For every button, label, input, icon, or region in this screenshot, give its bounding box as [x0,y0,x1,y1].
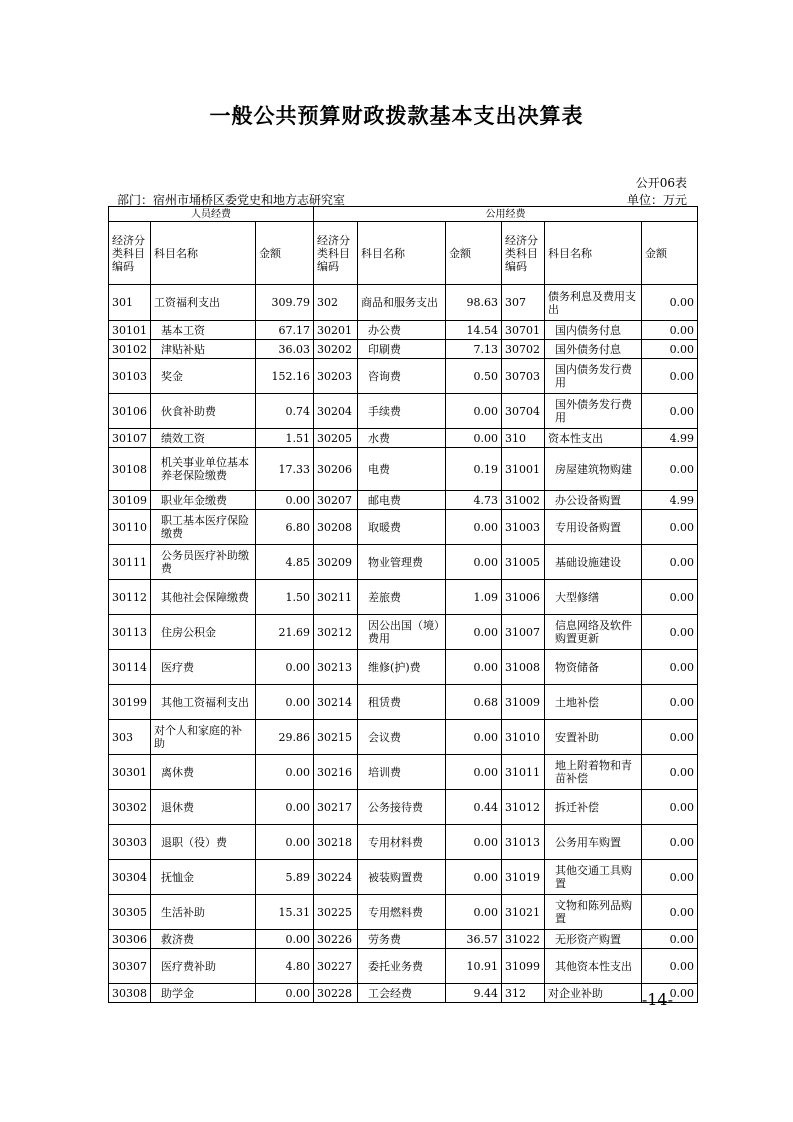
code-cell: 30111 [109,545,151,580]
amount-cell: 15.31 [256,895,314,930]
amount-cell: 0.00 [642,949,698,984]
amount-cell: 1.50 [256,580,314,615]
amount-cell: 0.00 [256,650,314,685]
code-cell: 30204 [314,394,358,429]
amount-cell: 0.00 [446,510,502,545]
amount-cell: 0.00 [256,755,314,790]
name-cell: 水费 [358,429,446,448]
code-cell: 31008 [502,650,545,685]
name-cell: 文物和陈列品购置 [545,895,642,930]
column-header-code: 经济分类科目编码 [502,222,545,285]
name-cell: 助学金 [151,984,256,1003]
amount-cell: 4.99 [642,429,698,448]
name-cell: 机关事业单位基本养老保险缴费 [151,448,256,491]
name-cell: 拆迁补偿 [545,790,642,825]
code-cell: 30211 [314,580,358,615]
table-row [109,790,698,825]
name-cell: 邮电费 [358,491,446,510]
code-cell: 30704 [502,394,545,429]
name-cell: 公务接待费 [358,790,446,825]
amount-cell: 0.00 [642,860,698,895]
amount-cell: 0.00 [642,984,698,1003]
amount-cell: 1.09 [446,580,502,615]
amount-cell: 6.80 [256,510,314,545]
code-cell: 303 [109,720,151,755]
table-row [109,321,698,340]
amount-cell: 0.00 [642,510,698,545]
amount-cell: 0.00 [446,825,502,860]
code-cell: 30109 [109,491,151,510]
name-cell: 债务利息及费用支出 [545,285,642,321]
code-cell: 30113 [109,615,151,650]
code-cell: 30213 [314,650,358,685]
code-cell: 30224 [314,860,358,895]
table-row [109,359,698,394]
name-cell: 对个人和家庭的补助 [151,720,256,755]
code-cell: 31005 [502,545,545,580]
name-cell: 商品和服务支出 [358,285,446,321]
amount-cell: 7.13 [446,340,502,359]
code-cell: 31099 [502,949,545,984]
code-cell: 30102 [109,340,151,359]
amount-cell: 0.19 [446,448,502,491]
amount-cell: 0.00 [446,650,502,685]
amount-cell: 4.73 [446,491,502,510]
name-cell: 其他工资福利支出 [151,685,256,720]
name-cell: 资本性支出 [545,429,642,448]
amount-cell: 0.00 [446,755,502,790]
code-cell: 301 [109,285,151,321]
code-cell: 30114 [109,650,151,685]
name-cell: 医疗费 [151,650,256,685]
table-row [109,615,698,650]
code-cell: 31019 [502,860,545,895]
name-cell: 租赁费 [358,685,446,720]
code-cell: 30108 [109,448,151,491]
amount-cell: 17.33 [256,448,314,491]
name-cell: 其他交通工具购置 [545,860,642,895]
amount-cell: 309.79 [256,285,314,321]
amount-cell: 0.00 [642,825,698,860]
name-cell: 基本工资 [151,321,256,340]
amount-cell: 0.00 [446,860,502,895]
amount-cell: 0.00 [446,545,502,580]
name-cell: 退职（役）费 [151,825,256,860]
amount-cell: 0.00 [642,930,698,949]
name-cell: 被装购置费 [358,860,446,895]
group-header-personnel: 人员经费 [109,207,314,222]
name-cell: 办公设备购置 [545,491,642,510]
amount-cell: 0.00 [446,895,502,930]
name-cell: 伙食补助费 [151,394,256,429]
group-header-public: 公用经费 [314,207,698,222]
amount-cell: 0.00 [642,895,698,930]
table-row [109,545,698,580]
amount-cell: 0.00 [642,580,698,615]
name-cell: 住房公积金 [151,615,256,650]
name-cell: 会议费 [358,720,446,755]
code-cell: 30302 [109,790,151,825]
table-row [109,949,698,984]
name-cell: 工资福利支出 [151,285,256,321]
code-cell: 30215 [314,720,358,755]
table-row [109,984,698,1003]
table-row [109,895,698,930]
name-cell: 信息网络及软件购置更新 [545,615,642,650]
code-cell: 30205 [314,429,358,448]
amount-cell: 0.00 [642,448,698,491]
code-cell: 30228 [314,984,358,1003]
amount-cell: 0.00 [642,720,698,755]
name-cell: 大型修缮 [545,580,642,615]
code-cell: 312 [502,984,545,1003]
code-cell: 30226 [314,930,358,949]
form-number: 公开06表 [635,176,687,190]
code-cell: 30305 [109,895,151,930]
column-header-name: 科目名称 [545,222,642,285]
code-cell: 30703 [502,359,545,394]
name-cell: 国外债务发行费用 [545,394,642,429]
table-row [109,510,698,545]
table-row [109,429,698,448]
column-header-amount: 金额 [446,222,502,285]
table-row [109,448,698,491]
amount-cell: 0.00 [256,790,314,825]
amount-cell: 0.00 [446,720,502,755]
name-cell: 专用设备购置 [545,510,642,545]
code-cell: 30202 [314,340,358,359]
page-title: 一般公共预算财政拨款基本支出决算表 [209,104,584,128]
amount-cell: 0.00 [642,545,698,580]
table-row [109,491,698,510]
code-cell: 31007 [502,615,545,650]
amount-cell: 0.00 [642,394,698,429]
code-cell: 30217 [314,790,358,825]
column-header-code: 经济分类科目编码 [314,222,358,285]
code-cell: 31003 [502,510,545,545]
amount-cell: 0.00 [642,650,698,685]
amount-cell: 152.16 [256,359,314,394]
table-row [109,685,698,720]
code-cell: 30225 [314,895,358,930]
code-cell: 30702 [502,340,545,359]
name-cell: 差旅费 [358,580,446,615]
name-cell: 抚恤金 [151,860,256,895]
amount-cell: 4.80 [256,949,314,984]
code-cell: 30701 [502,321,545,340]
table-row [109,340,698,359]
table-row [109,825,698,860]
code-cell: 30106 [109,394,151,429]
name-cell: 公务员医疗补助缴费 [151,545,256,580]
amount-cell: 0.00 [446,394,502,429]
code-cell: 31006 [502,580,545,615]
code-cell: 30201 [314,321,358,340]
name-cell: 离休费 [151,755,256,790]
amount-cell: 10.91 [446,949,502,984]
code-cell: 30306 [109,930,151,949]
code-cell: 30308 [109,984,151,1003]
name-cell: 职工基本医疗保险缴费 [151,510,256,545]
name-cell: 劳务费 [358,930,446,949]
amount-cell: 4.85 [256,545,314,580]
amount-cell: 98.63 [446,285,502,321]
name-cell: 取暖费 [358,510,446,545]
name-cell: 对企业补助 [545,984,642,1003]
code-cell: 30303 [109,825,151,860]
name-cell: 土地补偿 [545,685,642,720]
name-cell: 无形资产购置 [545,930,642,949]
name-cell: 医疗费补助 [151,949,256,984]
amount-cell: 1.51 [256,429,314,448]
code-cell: 30110 [109,510,151,545]
code-cell: 30212 [314,615,358,650]
column-header-code: 经济分类科目编码 [109,222,151,285]
name-cell: 其他社会保障缴费 [151,580,256,615]
amount-cell: 0.00 [642,321,698,340]
amount-cell: 0.50 [446,359,502,394]
name-cell: 地上附着物和青苗补偿 [545,755,642,790]
code-cell: 31002 [502,491,545,510]
amount-cell: 21.69 [256,615,314,650]
name-cell: 其他资本性支出 [545,949,642,984]
table-row [109,650,698,685]
column-header-name: 科目名称 [151,222,256,285]
code-cell: 30208 [314,510,358,545]
name-cell: 津贴补贴 [151,340,256,359]
code-cell: 30227 [314,949,358,984]
code-cell: 31013 [502,825,545,860]
name-cell: 绩效工资 [151,429,256,448]
name-cell: 物资储备 [545,650,642,685]
name-cell: 专用材料费 [358,825,446,860]
name-cell: 国内债务付息 [545,321,642,340]
amount-cell: 4.99 [642,491,698,510]
code-cell: 30216 [314,755,358,790]
column-header-amount: 金额 [642,222,698,285]
name-cell: 手续费 [358,394,446,429]
amount-cell: 0.44 [446,790,502,825]
code-cell: 30214 [314,685,358,720]
amount-cell: 0.00 [256,825,314,860]
code-cell: 30307 [109,949,151,984]
department-label: 部门：宿州市埇桥区委党史和地方志研究室 [117,193,346,207]
code-cell: 31001 [502,448,545,491]
name-cell: 办公费 [358,321,446,340]
amount-cell: 5.89 [256,860,314,895]
code-cell: 302 [314,285,358,321]
code-cell: 30301 [109,755,151,790]
name-cell: 专用燃料费 [358,895,446,930]
amount-cell: 0.00 [642,285,698,321]
code-cell: 30112 [109,580,151,615]
amount-cell: 67.17 [256,321,314,340]
amount-cell: 14.54 [446,321,502,340]
code-cell: 31011 [502,755,545,790]
code-cell: 31021 [502,895,545,930]
amount-cell: 0.00 [642,790,698,825]
amount-cell: 36.03 [256,340,314,359]
name-cell: 职业年金缴费 [151,491,256,510]
name-cell: 培训费 [358,755,446,790]
name-cell: 退休费 [151,790,256,825]
table-row [109,580,698,615]
amount-cell: 9.44 [446,984,502,1003]
table-row [109,394,698,429]
code-cell: 30209 [314,545,358,580]
code-cell: 30207 [314,491,358,510]
code-cell: 307 [502,285,545,321]
code-cell: 30199 [109,685,151,720]
column-header-amount: 金额 [256,222,314,285]
table-row [109,755,698,790]
table-row [109,930,698,949]
expenditure-table [108,206,698,1003]
name-cell: 维修(护)费 [358,650,446,685]
name-cell: 咨询费 [358,359,446,394]
amount-cell: 0.00 [256,685,314,720]
column-header-name: 科目名称 [358,222,446,285]
amount-cell: 0.00 [642,685,698,720]
name-cell: 国内债务发行费用 [545,359,642,394]
code-cell: 31010 [502,720,545,755]
amount-cell: 0.00 [446,429,502,448]
code-cell: 310 [502,429,545,448]
name-cell: 安置补助 [545,720,642,755]
amount-cell: 0.00 [256,984,314,1003]
code-cell: 30218 [314,825,358,860]
name-cell: 生活补助 [151,895,256,930]
name-cell: 公务用车购置 [545,825,642,860]
code-cell: 30206 [314,448,358,491]
amount-cell: 0.00 [642,615,698,650]
name-cell: 物业管理费 [358,545,446,580]
amount-cell: 0.00 [642,359,698,394]
name-cell: 因公出国（境）费用 [358,615,446,650]
table-row [109,860,698,895]
name-cell: 基础设施建设 [545,545,642,580]
code-cell: 30103 [109,359,151,394]
code-cell: 31009 [502,685,545,720]
name-cell: 房屋建筑物购建 [545,448,642,491]
amount-cell: 0.00 [642,755,698,790]
code-cell: 30107 [109,429,151,448]
table-row [109,720,698,755]
amount-cell: 0.00 [446,615,502,650]
amount-cell: 0.74 [256,394,314,429]
name-cell: 工会经费 [358,984,446,1003]
name-cell: 印刷费 [358,340,446,359]
code-cell: 31012 [502,790,545,825]
table-row [109,285,698,321]
name-cell: 电费 [358,448,446,491]
amount-cell: 0.00 [256,930,314,949]
name-cell: 国外债务付息 [545,340,642,359]
name-cell: 委托业务费 [358,949,446,984]
amount-cell: 0.00 [642,340,698,359]
code-cell: 30304 [109,860,151,895]
amount-cell: 36.57 [446,930,502,949]
page-number: -14- [641,990,673,1009]
name-cell: 奖金 [151,359,256,394]
code-cell: 31022 [502,930,545,949]
amount-cell: 0.00 [256,491,314,510]
amount-cell: 29.86 [256,720,314,755]
code-cell: 30101 [109,321,151,340]
name-cell: 救济费 [151,930,256,949]
amount-cell: 0.68 [446,685,502,720]
code-cell: 30203 [314,359,358,394]
unit-label: 单位：万元 [626,193,687,207]
